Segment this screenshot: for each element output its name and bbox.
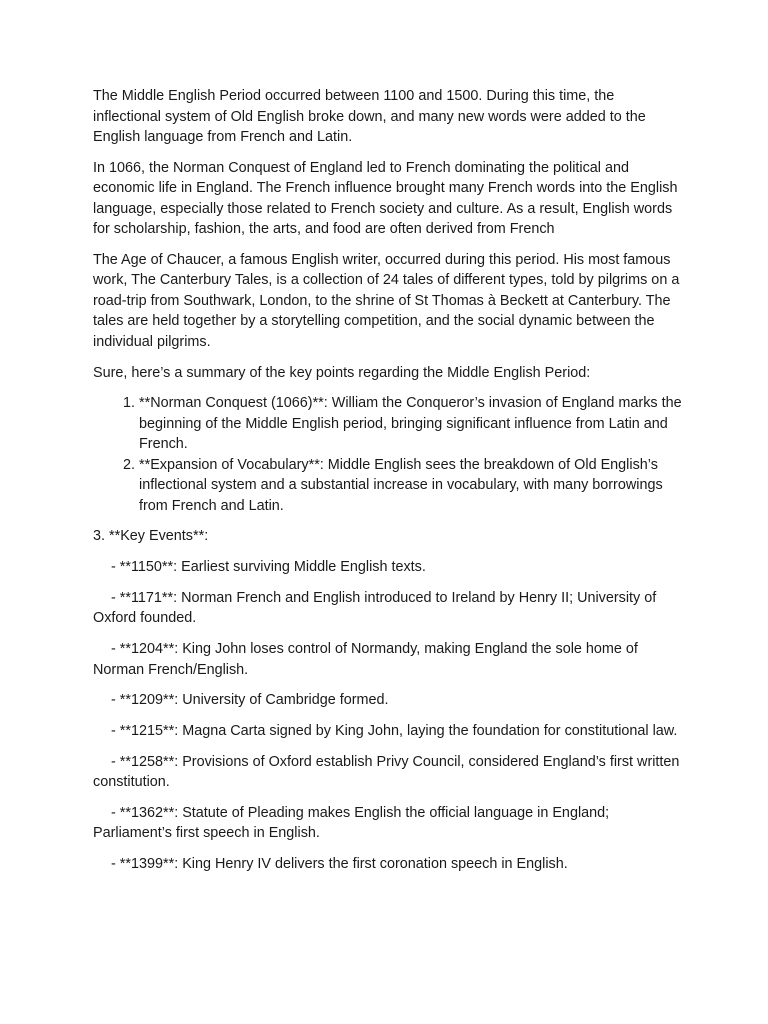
event-text: - **1150**: Earliest surviving Middle English texts. [111,559,426,576]
list-item: 1. **Norman Conquest (1066)**: William the Conqueror’s invasion of England marks the beginning of the Middle English period, bringing significant influence from Latin and French. [139,393,683,455]
event-text: - **1215**: Magna Carta signed by King John, laying the foundation for constitutional law. [111,722,678,739]
event-item [93,639,683,680]
event-item [93,721,683,742]
event-text: - **1399**: King Henry IV delivers the first coronation speech in English. [111,855,568,872]
norman-conquest-paragraph: In 1066, the Norman Conquest of England led to French dominating the political and economic life in England. The French influence brought many French words into the English language, especially those related to French society and culture. As a result, English words for scholarship, fashion, the arts, and food are often derived from French [93,159,678,238]
event-item [93,557,683,578]
chaucer-paragraph: The Age of Chaucer, a famous English writer, occurred during this period. His most famous work, The Canterbury Tales, is a collection of 24 tales of different types, told by pilgrims on a road-trip from Southwark, London, to the shrine of St Thomas à Beckett at Canterbury. The tales are held together by a storytelling competition, and the social dynamic between the individual pilgrims. [93,251,680,350]
event-text: - **1204**: King John loses control of Normandy, making England the sole home of Norman French/English. [93,641,638,678]
list-item: 2. **Expansion of Vocabulary**: Middle English sees the breakdown of Old English’s inflectional system and a substantial increase in vocabulary, with many borrowings from French and Latin. [139,455,683,517]
event-item [93,690,683,711]
document-page [93,86,683,885]
event-item [93,803,683,844]
event-text: - **1209**: University of Cambridge formed. [111,692,389,709]
event-item [93,854,683,875]
summary-intro-paragraph: Sure, here’s a summary of the key points regarding the Middle English Period: [93,364,591,381]
event-text: - **1362**: Statute of Pleading makes English the official language in England; Parliament’s first speech in English. [93,804,610,842]
event-item [93,752,683,793]
event-text: - **1258**: Provisions of Oxford establish Privy Council, considered England’s first written constitution. [93,753,680,791]
event-item [93,588,683,629]
event-text: - **1171**: Norman French and English introduced to Ireland by Henry II; University of Oxford founded. [93,589,657,627]
key-points-list [93,393,683,516]
intro-paragraph: The Middle English Period occurred between 1100 and 1500. During this time, the inflectional system of Old English broke down, and many new words were added to the English language from French and Latin. [93,88,646,145]
key-events-heading: 3. **Key Events**: [93,528,209,545]
